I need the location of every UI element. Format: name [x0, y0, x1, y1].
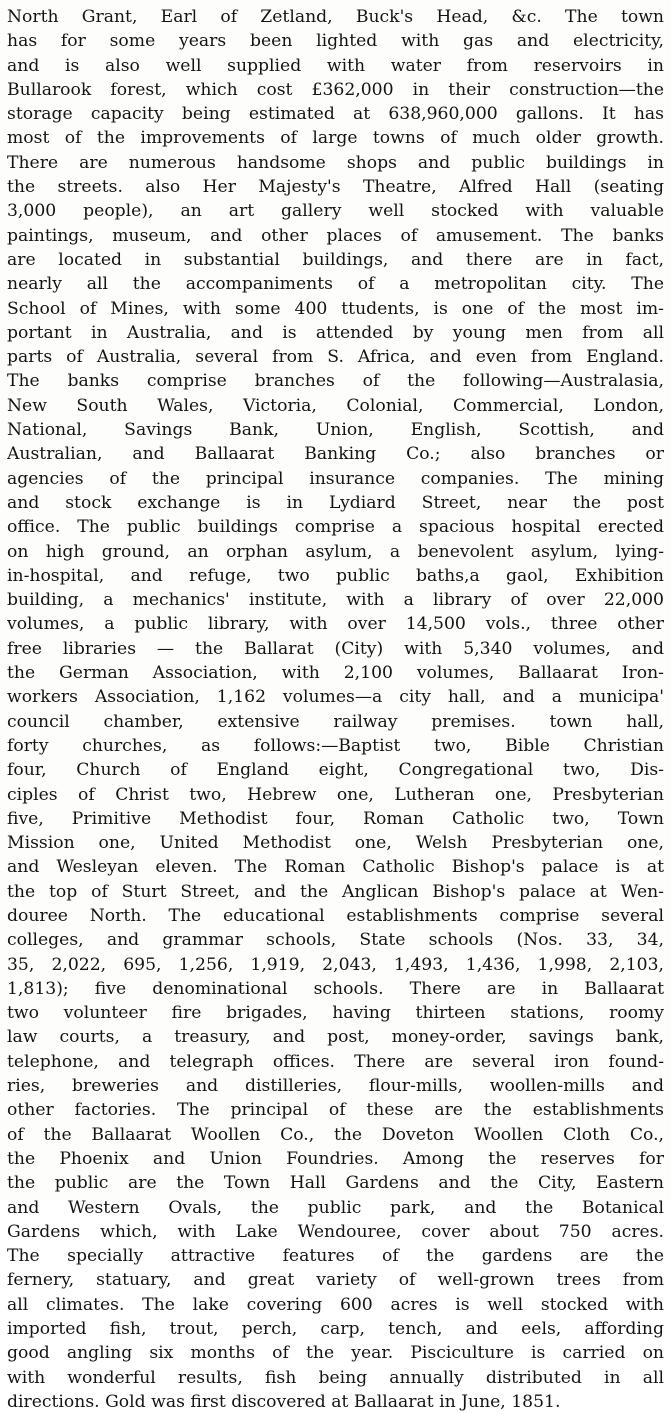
text-line: imported fish, trout, perch, carp, tench, and eels, affording [7, 1319, 664, 1340]
text-line: good angling six months of the year. Pisciculture is carried on [7, 1343, 664, 1364]
text-line: the top of Sturt Street, and the Anglican Bishop's palace at Wen- [7, 881, 664, 902]
text-line: National, Savings Bank, Union, English, Scottish, and [7, 420, 664, 441]
text-line: in-hospital, and refuge, two public baths,a gaol, Exhibition [7, 565, 664, 586]
text-line: Gardens which, with Lake Wendouree, cover about 750 acres. [7, 1221, 664, 1242]
text-line: other factories. The principal of these are the establishments [7, 1100, 664, 1121]
text-line: New South Wales, Victoria, Colonial, Commercial, London, [7, 395, 664, 416]
text-line: Australian, and Ballaarat Banking Co.; also branches or [7, 444, 664, 465]
text-line: agencies of the principal insurance companies. The mining [7, 468, 664, 489]
text-line: volumes, a public library, with over 14,500 vols., three other [7, 614, 664, 635]
text-line: North Grant, Earl of Zetland, Buck's Head, &c. The town [7, 7, 664, 27]
text-line: building, a mechanics' institute, with a library of over 22,000 [7, 590, 664, 611]
text-line: workers Association, 1,162 volumes—a city hall, and a municipa' [7, 687, 664, 708]
text-line: and Wesleyan eleven. The Roman Catholic Bishop's palace is at [7, 857, 664, 878]
text-line: two volunteer fire brigades, having thirteen stations, roomy [7, 1003, 664, 1024]
text-line: portant in Australia, and is attended by young men from all [7, 322, 664, 343]
text-line: Mission one, United Methodist one, Welsh Presbyterian one, [7, 833, 664, 854]
text-line: are located in substantial buildings, and there are in fact, [7, 249, 664, 270]
text-line: council chamber, extensive railway premises. town hall, [7, 711, 664, 732]
text-line: colleges, and grammar schools, State schools (Nos. 33, 34, [7, 930, 664, 951]
text-line: free libraries — the Ballarat (City) with 5,340 volumes, and [7, 638, 664, 659]
text-line: the streets. also Her Majesty's Theatre, Alfred Hall (seating [7, 177, 664, 198]
text-line: School of Mines, with some 400 ttudents, is one of the most im- [7, 298, 664, 319]
article-text [7, 5, 664, 1414]
text-line: directions. Gold was first discovered at Ballaarat in June, 1851. [7, 1391, 561, 1412]
text-line: 3,000 people), an art gallery well stocked with valuable [7, 201, 664, 222]
text-line: telephone, and telegraph offices. There are several iron found- [7, 1051, 664, 1072]
text-line: all climates. The lake covering 600 acres is well stocked with [7, 1294, 664, 1315]
text-line: storage capacity being estimated at 638,960,000 gallons. It has [7, 104, 664, 125]
text-line: There are numerous handsome shops and public buildings in [7, 152, 664, 173]
text-line: Bullarook forest, which cost £362,000 in their construction—the [7, 79, 664, 100]
text-line: parts of Australia, several from S. Africa, and even from England. [7, 347, 664, 368]
text-line: and stock exchange is in Lydiard Street, near the post [7, 492, 664, 513]
text-line: ries, breweries and distilleries, flour-mills, woollen-mills and [7, 1076, 664, 1097]
text-line: with wonderful results, fish being annually distributed in all [7, 1367, 664, 1388]
text-line: forty churches, as follows:—Baptist two, Bible Christian [7, 735, 664, 756]
text-line: 35, 2,022, 695, 1,256, 1,919, 2,043, 1,493, 1,436, 1,998, 2,103, [7, 954, 664, 975]
text-line: 1,813); five denominational schools. There are in Ballaarat [7, 978, 664, 999]
text-line: the Phoenix and Union Foundries. Among the reserves for [7, 1148, 664, 1169]
text-line: office. The public buildings comprise a spacious hospital erected [7, 517, 664, 538]
text-line: most of the improvements of large towns of much older growth. [7, 128, 664, 149]
text-line: four, Church of England eight, Congregational two, Dis- [7, 760, 664, 781]
text-line: The banks comprise branches of the following—Australasia, [7, 371, 664, 392]
text-line: The specially attractive features of the gardens are the [7, 1246, 664, 1267]
text-line: has for some years been lighted with gas and electricity, [7, 31, 664, 52]
text-line: and is also well supplied with water from reservoirs in [7, 55, 664, 76]
text-line: paintings, museum, and other places of amusement. The banks [7, 225, 664, 246]
text-line: law courts, a treasury, and post, money-order, savings bank, [7, 1027, 664, 1048]
text-line: the German Association, with 2,100 volumes, Ballaarat Iron- [7, 663, 664, 684]
text-line: on high ground, an orphan asylum, a benevolent asylum, lying- [7, 541, 664, 562]
text-line: and Western Ovals, the public park, and the Botanical [7, 1197, 664, 1218]
text-line: five, Primitive Methodist four, Roman Catholic two, Town [7, 808, 664, 829]
text-line: ciples of Christ two, Hebrew one, Lutheran one, Presbyterian [7, 784, 664, 805]
text-line: of the Ballaarat Woollen Co., the Doveton Woollen Cloth Co., [7, 1124, 664, 1145]
text-line: fernery, statuary, and great variety of well-grown trees from [7, 1270, 664, 1291]
text-line: the public are the Town Hall Gardens and the City, Eastern [7, 1173, 664, 1194]
text-line: douree North. The educational establishments comprise several [7, 905, 664, 926]
text-line: nearly all the accompaniments of a metropolitan city. The [7, 274, 664, 295]
